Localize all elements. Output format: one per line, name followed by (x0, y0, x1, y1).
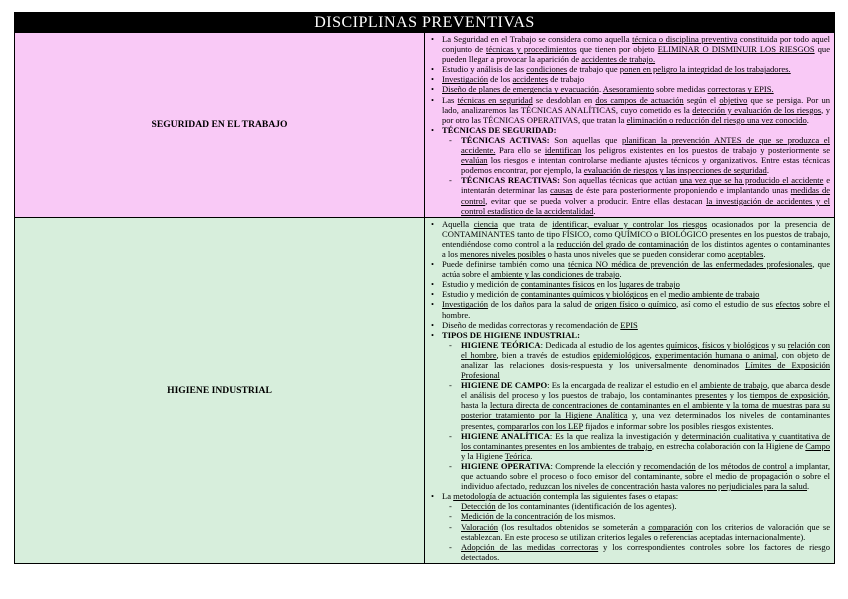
text: , así como el estudio de sus (676, 299, 776, 310)
text: una vez que se ha producido el accidente (679, 175, 824, 186)
list-item (461, 340, 830, 380)
text: , evitar que se pueda volver a producir. Entre ellas destacan (485, 195, 707, 206)
text: Adopción de las medidas correctoras (461, 541, 599, 552)
text: técnica NO médica de prevención de las enfermedades profesionales (568, 259, 813, 270)
text: con los criterios de valoración que se establezcan. En este proceso se utilizan criterios legales o referencias aceptadas internacionalmente). (461, 521, 830, 542)
text: , hasta la (461, 390, 830, 411)
text: técnicas en seguridad (457, 94, 533, 105)
text: presentes (695, 390, 727, 401)
text: . (593, 205, 596, 216)
content-higiene (425, 217, 835, 563)
text: causas (550, 185, 573, 196)
text: condiciones (526, 64, 568, 75)
list-item (442, 491, 830, 562)
list-item (442, 84, 830, 94)
text: HIGIENE TEÓRICA (461, 339, 541, 350)
row-higiene (15, 217, 835, 563)
text: y su (768, 339, 788, 350)
row-seguridad (15, 33, 835, 218)
text: de los distintos agentes o contaminantes a los (442, 238, 830, 259)
text: lugares de trabajo (619, 279, 680, 290)
text: o hasta unos niveles que se pueden considerar como (545, 248, 728, 259)
text: , con objeto de analizar las relaciones dosis-respuesta y los universalmente denominados (461, 349, 830, 370)
text: ocasionados por la presencia de CONTAMINANTES tanto de tipo FÍSICO, como QUÍMICO o BIOLÓGICO presentes en los puestos de trabajo, entendiéndose como control a la (442, 218, 830, 249)
text: los riesgos e intentan controlarse mediante ajustes técnicos y organizativos. Entre estas técnicas podemos encontrar, por ejemplo, la (461, 155, 830, 176)
list-item (442, 299, 830, 319)
text: se desdoblan en (532, 94, 596, 105)
text: y los correspondientes controles sobre los factores de riesgo detectados. (461, 541, 830, 562)
disciplinas-table (14, 12, 835, 564)
text: que se persiga. Por un lado, analizaremos las TÉCNICAS ANALÍTICAS, cuyo cometido es la (442, 94, 831, 115)
text: ambiente y las condiciones de trabajo (491, 269, 620, 280)
list-item (442, 64, 830, 74)
text: Asesoramiento (602, 84, 655, 95)
text: Investigación (442, 74, 489, 85)
list-item (442, 259, 830, 279)
content-seguridad (425, 33, 835, 218)
text: de éste para posteriormente proponiendo e implantando unas (572, 185, 791, 196)
text: según el (683, 94, 720, 105)
text: Investigación (442, 299, 489, 310)
text: que pueden llegar a provocar la aparición de (442, 44, 830, 65)
text: reducción del grado de contaminación (556, 238, 689, 249)
text: compararlos con los LEP (497, 420, 583, 431)
text: los peligros existentes en los puestos de trabajo y posteriormente se (581, 145, 831, 156)
text: Estudio y análisis de las (442, 64, 527, 75)
text: identifican (544, 145, 582, 156)
text: reduzcan los niveles de concentración hasta valores no perjudiciales para la salud (529, 481, 808, 492)
text: a implantar, que actuando sobre el proceso o foco emisor del contaminante, sobre el medio de propagación o sobre el individuo afectado, (461, 460, 830, 492)
text: , bien a través de estudios (496, 349, 594, 360)
text: técnica o disciplina preventiva (632, 34, 738, 44)
text: en el (647, 289, 669, 300)
text: contaminantes físicos (520, 279, 595, 290)
list-item (442, 95, 830, 125)
text: sobre medidas (654, 84, 708, 95)
list-item (461, 501, 830, 511)
list-item (442, 279, 830, 289)
label-seguridad: SEGURIDAD EN EL TRABAJO (15, 33, 425, 218)
text: . (766, 165, 769, 176)
text: TIPOS DE HIGIENE INDUSTRIAL: (442, 329, 580, 340)
list-item (442, 125, 830, 216)
text: Estudio y medición de (442, 279, 521, 290)
text: Medición de la concentración (461, 511, 563, 522)
text: químicos, físicos y biológicos (666, 339, 769, 350)
text: : Dedicada al estudio de los agentes (540, 339, 667, 350)
text: Aquella (442, 218, 474, 229)
list-item (442, 330, 830, 492)
list-item (461, 522, 830, 542)
text: identificar, evaluar y controlar los riesgos (552, 218, 707, 229)
text: la investigación de accidentes y el control estadístico de la accidentalidad (461, 195, 830, 216)
list-item (461, 542, 830, 562)
text: , (649, 349, 656, 360)
table-title: DISCIPLINAS PREVENTIVAS (15, 13, 835, 33)
text: constituida por todo aquel conjunto de (442, 34, 830, 55)
text: menores niveles posibles (460, 248, 546, 259)
text: . (807, 481, 810, 492)
text: ambiente de trabajo (699, 380, 768, 391)
text: La Seguridad en el Trabajo se considera como aquella (442, 34, 633, 44)
text: de trabajo que (567, 64, 620, 75)
text: ciencia (473, 218, 498, 229)
text: de trabajo (548, 74, 585, 85)
text: EPIS (620, 319, 638, 330)
text: . (598, 84, 603, 95)
text: Las (442, 94, 458, 105)
list-item (442, 320, 830, 330)
text: detección y evaluación de los riesgos (692, 104, 822, 115)
text: aceptables (727, 248, 764, 259)
list-item (461, 511, 830, 521)
text: . (619, 269, 622, 280)
text: que tienen por objeto (576, 44, 658, 55)
list-item (461, 175, 830, 215)
text: y los (726, 390, 750, 401)
text: Teórica (504, 450, 531, 461)
text: de los (488, 74, 513, 85)
text: que trata de (497, 218, 553, 229)
text: (los resultados obtenidos se someterán a (498, 521, 649, 532)
text: HIGIENE OPERATIVA (461, 460, 551, 471)
text: , y por otro las TÉCNICAS OPERATIVAS, que tratan la (442, 104, 830, 125)
text: evaluación de riesgos y las inspecciones de seguridad (583, 165, 767, 176)
text: . (806, 114, 809, 125)
text: . (530, 450, 533, 461)
text: Límites de Exposición Profesional (461, 360, 830, 381)
list-item (442, 74, 830, 84)
text: eliminación o reducción del riesgo una vez conocido (626, 114, 807, 125)
list-item (461, 135, 830, 175)
text: determinación cualitativa y cuantitativa de los contaminantes presentes en los ambientes de trabajo (461, 430, 830, 451)
list-item (461, 461, 830, 491)
text: , en estrecha colaboración con la Higiene de (651, 440, 806, 451)
text: ELIMINAR O DISMINUIR LOS RIESGOS (657, 44, 815, 55)
text: efectos (775, 299, 800, 310)
text: : Comprende la elección y (550, 460, 644, 471)
text: : Es la encargada de realizar el estudio en el (547, 380, 700, 391)
text: , que actúa sobre el (442, 259, 830, 280)
text: epidemiológicos (593, 349, 650, 360)
text: y la Higiene (461, 450, 505, 461)
text: sobre el hombre. (442, 299, 830, 320)
text: Diseño de planes de emergencia y evacuación (442, 84, 599, 95)
text: lectura directa de concentraciones de contaminantes en el ambiente y la toma de muestras para su posterior tratamiento por la Higiene Analítica (461, 400, 830, 421)
text: medio ambiente de trabajo (668, 289, 760, 300)
label-higiene: HIGIENE INDUSTRIAL (15, 217, 425, 563)
text: Diseño de medidas correctoras y recomendación de (442, 319, 621, 330)
text: de los mismos. (562, 511, 616, 522)
text: dos campos de actuación (595, 94, 684, 105)
text: , que abarca desde el análisis del proceso y los puestos de trabajo, los contaminantes (461, 380, 830, 401)
text: accidentes (512, 74, 549, 85)
text: Para ello se (495, 145, 545, 156)
text: relación con el hombre (461, 339, 830, 360)
text: experimentación humana o animal (655, 349, 777, 360)
text: planifican la prevención ANTES de que se produzca el accidente. (461, 134, 830, 156)
text: de los contaminantes (identificación de los agentes). (495, 501, 677, 512)
list-item (461, 380, 830, 430)
text: Son aquellas que (549, 134, 623, 145)
text: métodos de control (720, 460, 787, 471)
text: contempla las siguientes fases o etapas: (540, 491, 679, 502)
text: técnicas y procedimientos (486, 44, 577, 55)
text: Estudio y medición de (442, 289, 521, 300)
text: HIGIENE ANALÍTICA (461, 430, 550, 441)
text: ponen en peligro la integridad de los trabajadores. (619, 64, 791, 75)
text: comparación (648, 521, 693, 532)
text: e intentarán determinar las (461, 175, 830, 196)
text: La (442, 491, 454, 502)
text: HIGIENE DE CAMPO (461, 380, 548, 391)
text: recomendación (643, 460, 696, 471)
text: y, una vez determinados los niveles de contaminantes presentes, (461, 410, 830, 431)
text: accidentes de trabajo. (581, 54, 656, 65)
text: origen físico o químico (594, 299, 677, 310)
text: TÉCNICAS DE SEGURIDAD: (442, 124, 557, 135)
text: TÉCNICAS REACTIVAS: (461, 175, 560, 186)
text: objetivo (719, 94, 748, 105)
text: Valoración (461, 521, 499, 532)
text: : Es la que realiza la investigación y (549, 430, 682, 441)
text: de los daños para la salud de (488, 299, 595, 310)
text: evalúan (461, 155, 488, 166)
text: Detección (461, 501, 496, 512)
text: de los (695, 460, 721, 471)
list-item (442, 219, 830, 259)
text: Son aquellas técnicas que actúan (559, 175, 680, 186)
text: TÉCNICAS ACTIVAS: (461, 134, 550, 145)
text: fijados e informar sobre los posibles riesgos existentes. (582, 420, 774, 431)
list-item (461, 431, 830, 461)
text: Puede definirse también como una (442, 259, 569, 270)
list-item (442, 289, 830, 299)
text: Campo (805, 440, 830, 451)
document (14, 12, 835, 564)
text: en los (594, 279, 620, 290)
text: contaminantes químicos y biológicos (520, 289, 648, 300)
text: tiempos de exposición (749, 390, 828, 401)
text: correctoras y EPIS. (707, 84, 774, 95)
text: . (763, 248, 766, 259)
text: medidas de control (461, 185, 831, 206)
text: metodología de actuación (453, 491, 541, 502)
list-item (442, 34, 830, 64)
